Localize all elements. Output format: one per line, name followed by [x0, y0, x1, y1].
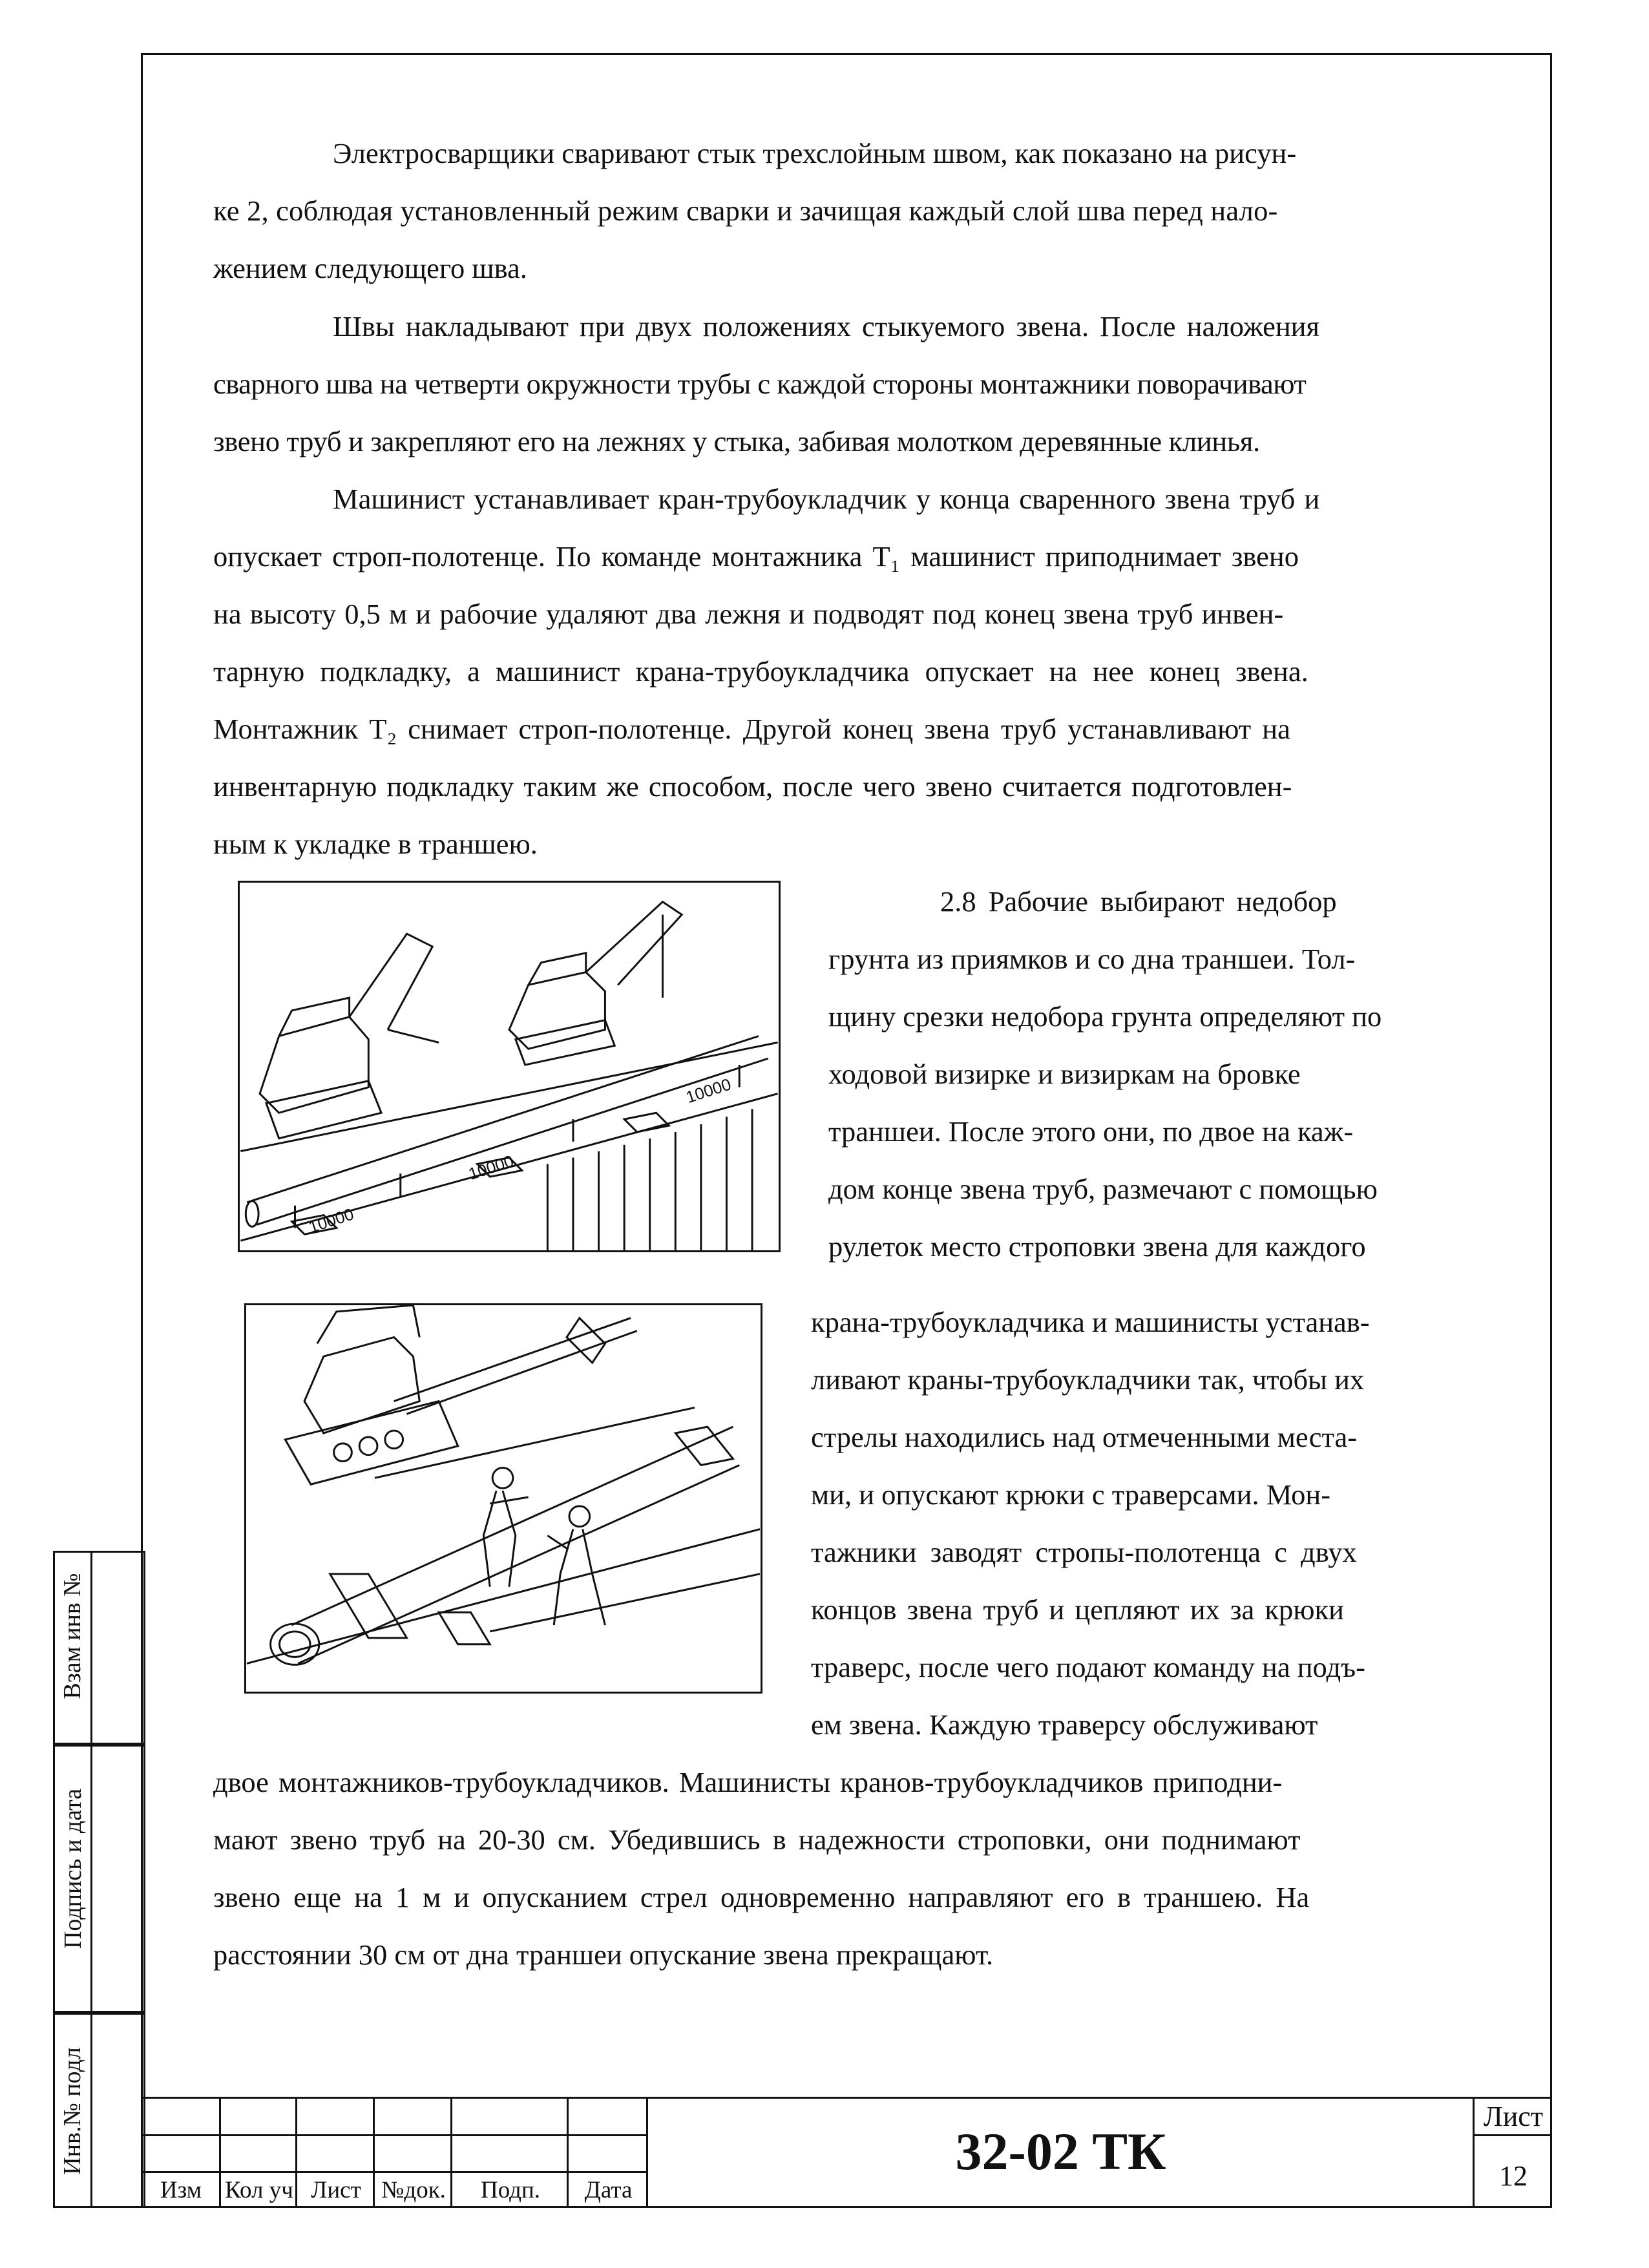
col-label-podp: Подп.	[480, 2177, 541, 2203]
text-line: сварного шва на четверти окружности трубы с каждой стороны монтажники поворачивают	[213, 368, 1307, 400]
text-line: звено еще на 1 м и опусканием стрел одновременно направляют его в траншею. На	[213, 1881, 1310, 1913]
side-label-podpis: Подпись и дата	[59, 1788, 87, 1949]
col-label-izm: Изм	[160, 2177, 202, 2203]
text-line: ходовой визирке и визиркам на бровке	[828, 1058, 1301, 1090]
slinging-illustration	[246, 1305, 761, 1692]
text-line: ем звена. Каждую траверсу обслуживают	[811, 1708, 1318, 1741]
dim-label: 10000	[684, 1075, 733, 1108]
text-line: Электросварщики сваривают стык трехслойным швом, как показано на рисун-	[333, 137, 1297, 169]
text-line: Швы накладывают при двух положениях стыкуемого звена. После наложения	[333, 310, 1319, 342]
text-line: ми, и опускают крюки с траверсами. Мон-	[811, 1478, 1331, 1511]
text-line: траверс, после чего подают команду на подъ-	[811, 1651, 1365, 1683]
text-line: тарную подкладку, а машинист крана-трубоукладчика опускает на нее конец звена.	[213, 655, 1308, 688]
text-line: мают звено труб на 20-30 см. Убедившись в надежности строповки, они поднимают	[213, 1823, 1301, 1856]
figure-pipelayers-layout	[238, 881, 781, 1252]
text-line: жением следующего шва.	[213, 252, 527, 284]
text-line: ливают краны-трубоукладчики так, чтобы их	[811, 1363, 1365, 1396]
col-label-ndok: №док.	[381, 2177, 446, 2203]
title-block-rule	[1475, 2134, 1552, 2136]
text-line: расстоянии 30 см от дна траншеи опускание звена прекращают.	[213, 1938, 994, 1971]
col-label-kol-uch: Кол уч	[225, 2177, 293, 2203]
side-label-inv: Инв.№ подл	[59, 2047, 86, 2175]
text-line: тажники заводят стропы-полотенца с двух	[811, 1536, 1357, 1568]
sheet-number: 12	[1499, 2160, 1528, 2192]
col-label-data: Дата	[584, 2177, 633, 2203]
col-label-list: Лист	[311, 2177, 361, 2203]
text-line: крана-трубоукладчика и машинисты устанав-	[811, 1306, 1370, 1338]
side-label-vzam: Взам инв №	[59, 1573, 86, 1699]
text-line: звено труб и закрепляют его на лежнях у стыка, забивая молотком деревянные клинья.	[213, 425, 1260, 457]
text-line: концов звена труб и цепляют их за крюки	[811, 1593, 1344, 1626]
text-line: 2.8 Рабочие выбирают недобор	[940, 885, 1337, 918]
text-line: траншеи. После этого они, по двое на каж-	[828, 1115, 1354, 1148]
figure-slinging-pipe	[244, 1303, 762, 1694]
text-line: двое монтажников-трубоукладчиков. Машинисты кранов-трубоукладчиков приподни-	[213, 1766, 1283, 1798]
text-line: опускает строп-полотенце. По команде монтажника Т₁ машинист приподнимает звено	[213, 540, 1299, 572]
text-line: Монтажник Т₂ снимает строп-полотенце. Другой конец звена труб устанавливают на	[213, 713, 1290, 745]
text-line: стрелы находились над отмеченными места-	[811, 1421, 1358, 1453]
text-line: щину срезки недобора грунта определяют по	[828, 1000, 1382, 1033]
text-line: рулеток место строповки звена для каждого	[828, 1230, 1366, 1263]
text-line: Машинист устанавливает кран-трубоукладчик у конца сваренного звена труб и	[333, 483, 1320, 515]
document-code: 32-02 ТК	[955, 2122, 1166, 2181]
text-line: грунта из приямков и со дна траншеи. Тол-	[828, 943, 1356, 975]
text-line: инвентарную подкладку таким же способом, после чего звено считается подготовлен-	[213, 770, 1292, 803]
dim-label: 10000	[466, 1152, 516, 1184]
pipelayers-illustration	[240, 883, 779, 1250]
text-line: дом конце звена труб, размечают с помощью	[828, 1173, 1378, 1205]
text-line: ке 2, соблюдая установленный режим сварки и зачищая каждый слой шва перед нало-	[213, 194, 1278, 227]
text-line: ным к укладке в траншею.	[213, 828, 538, 860]
text-line: на высоту 0,5 м и рабочие удаляют два лежня и подводят под конец звена труб инвен-	[213, 598, 1284, 630]
sheet-label: Лист	[1483, 2101, 1544, 2132]
dim-label: 10000	[306, 1205, 357, 1237]
